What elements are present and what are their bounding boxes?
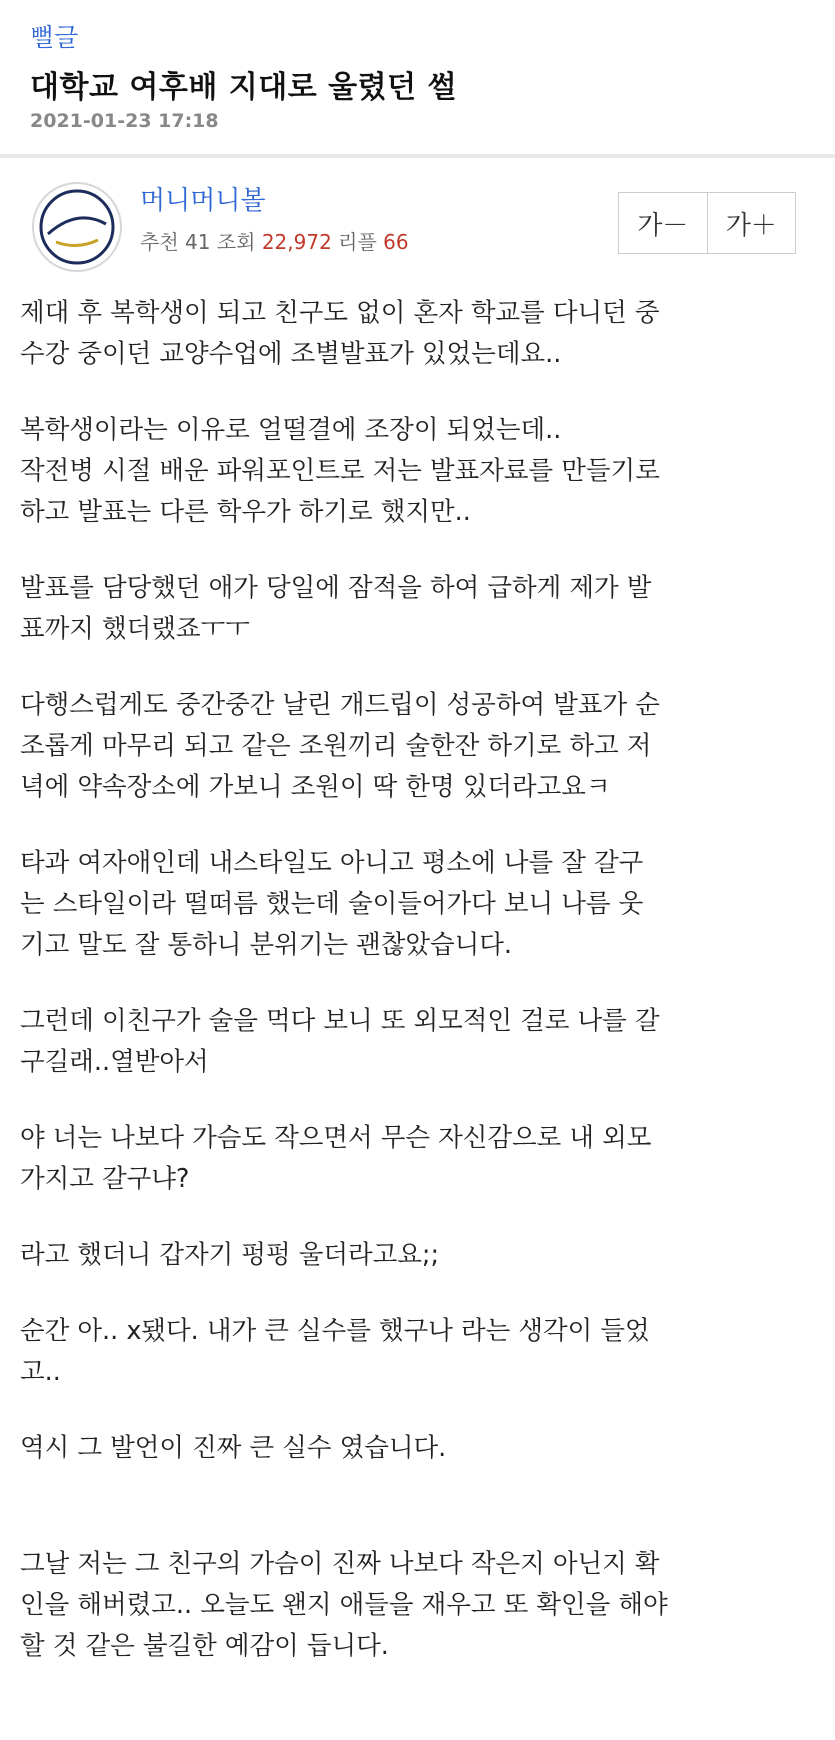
text-line: 조롭게 마무리 되고 같은 조원끼리 술한잔 하기로 하고 저 [20, 731, 652, 761]
text-line: 역시 그 발언이 진짜 큰 실수 였습니다. [20, 1433, 447, 1463]
brewers-logo-icon [34, 184, 120, 270]
paragraph [20, 1428, 820, 1469]
author-row [0, 170, 835, 280]
font-decrease-button[interactable]: 가－ [637, 210, 689, 241]
post-date: 2021-01-23 17:18 [30, 110, 219, 132]
replies-label: 리플 [338, 230, 377, 254]
recommend-label: 추천 [140, 230, 179, 254]
text-line: 인을 해버렸고.. 오늘도 왠지 애들을 재우고 또 확인을 해야 [20, 1590, 668, 1620]
paragraph [20, 410, 820, 533]
recommend-count: 41 [185, 230, 211, 254]
paragraph [20, 293, 820, 375]
post-body [20, 293, 820, 1702]
views-label: 조회 [216, 230, 256, 254]
text-line: 표까지 했더랬죠ㅜㅜ [20, 614, 250, 644]
text-line: 하고 발표는 다른 학우가 하기로 했지만.. [20, 497, 471, 527]
text-line: 고.. [20, 1357, 61, 1387]
paragraph [20, 1235, 820, 1276]
text-line: 라고 했더니 갑자기 펑펑 울더라고요;; [20, 1240, 440, 1270]
author-avatar[interactable] [32, 182, 122, 272]
text-line: 복학생이라는 이유로 얼떨결에 조장이 되었는데.. [20, 415, 562, 445]
text-line: 는 스타일이라 떨떠름 했는데 술이들어가다 보니 나름 웃 [20, 889, 644, 919]
post-stats [140, 226, 409, 255]
paragraph [20, 1311, 820, 1393]
paragraph [20, 568, 820, 650]
text-line: 제대 후 복학생이 되고 친구도 없이 혼자 학교를 다니던 중 [20, 298, 660, 328]
replies-count: 66 [383, 230, 409, 254]
font-size-control [618, 192, 796, 254]
font-increase-button[interactable]: 가＋ [707, 193, 796, 253]
paragraph [20, 685, 820, 808]
text-line: 순간 아.. x됐다. 내가 큰 실수를 했구나 라는 생각이 들었 [20, 1316, 650, 1346]
paragraph [20, 1544, 820, 1667]
text-line: 다행스럽게도 중간중간 날린 개드립이 성공하여 발표가 순 [20, 690, 660, 720]
text-line: 발표를 담당했던 애가 당일에 잠적을 하여 급하게 제가 발 [20, 573, 652, 603]
post-category[interactable]: 뻘글 [30, 23, 79, 52]
post-title: 대학교 여후배 지대로 울렸던 썰 [30, 70, 458, 105]
blank-spacer [20, 1504, 820, 1544]
text-line: 할 것 같은 불길한 예감이 듭니다. [20, 1631, 389, 1661]
text-line: 가지고 갈구냐? [20, 1164, 190, 1194]
text-line: 그런데 이친구가 술을 먹다 보니 또 외모적인 걸로 나를 갈 [20, 1006, 660, 1036]
text-line: 녁에 약속장소에 가보니 조원이 딱 한명 있더라고요ㅋ [20, 772, 611, 802]
text-line: 기고 말도 잘 통하니 분위기는 괜찮았습니다. [20, 930, 513, 960]
header-divider [0, 154, 835, 158]
text-line: 구길래..열받아서 [20, 1047, 209, 1077]
paragraph [20, 1118, 820, 1200]
text-line: 타과 여자애인데 내스타일도 아니고 평소에 나를 잘 갈구 [20, 848, 644, 878]
text-line: 작전병 시절 배운 파워포인트로 저는 발표자료를 만들기로 [20, 456, 660, 486]
text-line: 야 너는 나보다 가슴도 작으면서 무슨 자신감으로 내 외모 [20, 1123, 652, 1153]
paragraph [20, 843, 820, 966]
views-count: 22,972 [261, 230, 332, 254]
text-line: 수강 중이던 교양수업에 조별발표가 있었는데요.. [20, 339, 562, 369]
author-nickname[interactable]: 머니머니볼 [140, 186, 266, 216]
paragraph [20, 1001, 820, 1083]
post-header [0, 0, 835, 138]
text-line: 그날 저는 그 친구의 가슴이 진짜 나보다 작은지 아닌지 확 [20, 1549, 660, 1579]
